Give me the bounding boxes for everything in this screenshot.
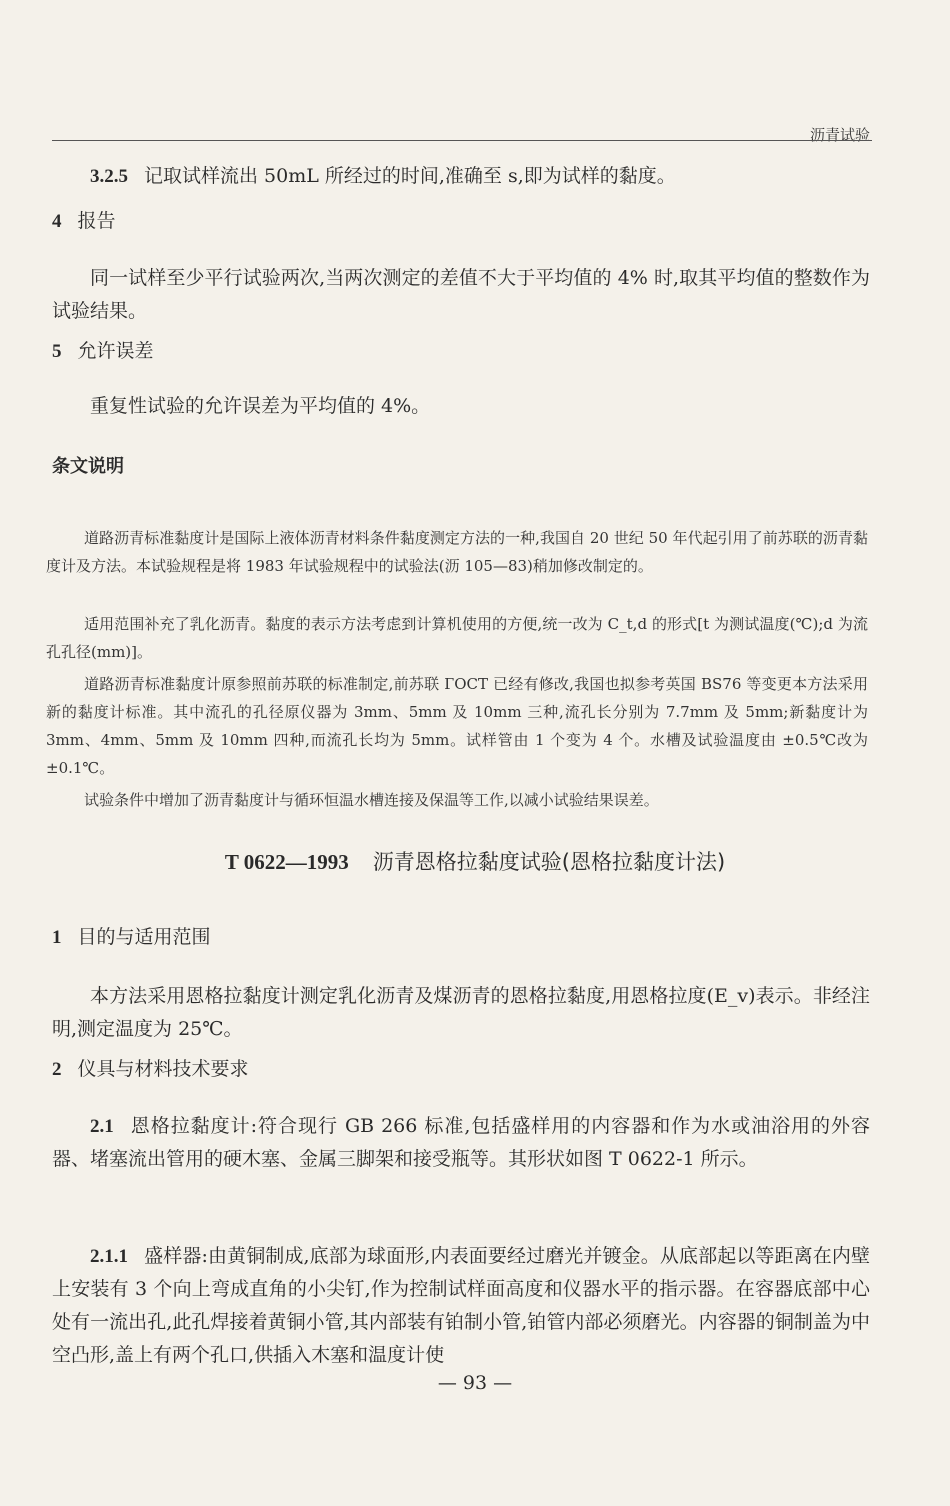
explanation-paragraph: 道路沥青标准黏度计是国际上液体沥青材料条件黏度测定方法的一种,我国自 20 世纪 50 年代起引用了前苏联的沥青黏度计及方法。本试验规程是将 1983 年试验规程中的试验法(沥 105—83)稍加修改制定的。 bbox=[46, 529, 868, 575]
clause-text: 记取试样流出 50mL 所经过的时间,准确至 s,即为试样的黏度。 bbox=[144, 165, 676, 187]
section-2-heading bbox=[52, 1054, 249, 1085]
section-1-heading bbox=[52, 922, 211, 953]
section-number: 2 bbox=[52, 1059, 62, 1080]
section-number: 5 bbox=[52, 341, 62, 362]
clause-number: 3.2.5 bbox=[90, 166, 128, 187]
clause-3-2-5 bbox=[52, 160, 870, 193]
section-4-heading bbox=[52, 206, 116, 237]
section-title: 允许误差 bbox=[77, 340, 154, 362]
explanation-paragraph: 试验条件中增加了沥青黏度计与循环恒温水槽连接及保温等工作,以减小试验结果误差。 bbox=[84, 791, 659, 809]
section-title: 仪具与材料技术要求 bbox=[77, 1058, 249, 1080]
clause-2-1-1 bbox=[52, 1240, 870, 1372]
test-title bbox=[0, 846, 950, 876]
page-number: — 93 — bbox=[437, 1372, 513, 1394]
explanation-paragraph: 道路沥青标准黏度计原参照前苏联的标准制定,前苏联 ГОСТ 已经有修改,我国也拟参考英国 BS76 等变更本方法采用新的黏度计标准。其中流孔的孔径原仪器为 3mm、5mm 及 10mm 三种,流孔长分别为 7.7mm 及 5mm;新黏度计为 3mm、4mm、5mm 及 10mm 四种,而流孔长均为 5mm。试样管由 1 个变为 4 个。水槽及试验温度由 ±0.5℃改为 ±0.1℃。 bbox=[46, 675, 868, 777]
explanation-title: 条文说明 bbox=[52, 456, 124, 477]
clause-number: 2.1 bbox=[90, 1116, 114, 1137]
explanation-paragraph: 适用范围补充了乳化沥青。黏度的表示方法考虑到计算机使用的方便,统一改为 C_t,d 的形式[t 为测试温度(℃);d 为流孔孔径(mm)]。 bbox=[46, 615, 868, 661]
section-5-body: 重复性试验的允许误差为平均值的 4%。 bbox=[90, 395, 431, 417]
running-header: 沥青试验 bbox=[809, 126, 870, 144]
section-title: 报告 bbox=[77, 210, 116, 232]
section-1-body: 本方法采用恩格拉黏度计测定乳化沥青及煤沥青的恩格拉黏度,用恩格拉度(E_v)表示。非经注明,测定温度为 25℃。 bbox=[52, 985, 870, 1040]
test-code: T 0622—1993 bbox=[224, 850, 349, 874]
section-number: 1 bbox=[52, 927, 62, 948]
clause-2-1 bbox=[52, 1110, 870, 1176]
clause-text: 恩格拉黏度计:符合现行 GB 266 标准,包括盛样用的内容器和作为水或油浴用的外容器、堵塞流出管用的硬木塞、金属三脚架和接受瓶等。其形状如图 T 0622-1 所示。 bbox=[52, 1115, 870, 1170]
test-name: 沥青恩格拉黏度试验(恩格拉黏度计法) bbox=[372, 850, 726, 874]
clause-number: 2.1.1 bbox=[90, 1246, 128, 1267]
section-4-body: 同一试样至少平行试验两次,当两次测定的差值不大于平均值的 4% 时,取其平均值的整数作为试验结果。 bbox=[52, 267, 870, 322]
section-5-heading bbox=[52, 336, 154, 367]
section-title: 目的与适用范围 bbox=[77, 926, 211, 948]
header-divider bbox=[52, 140, 872, 141]
clause-text: 盛样器:由黄铜制成,底部为球面形,内表面要经过磨光并镀金。从底部起以等距离在内壁上安装有 3 个向上弯成直角的小尖钉,作为控制试样面高度和仪器水平的指示器。在容器底部中心处有一流出孔,此孔焊接着黄铜小管,其内部装有铂制小管,铂管内部必须磨光。内容器的铜制盖为中空凸形,盖上有两个孔口,供插入木塞和温度计使 bbox=[52, 1245, 870, 1366]
section-number: 4 bbox=[52, 211, 62, 232]
